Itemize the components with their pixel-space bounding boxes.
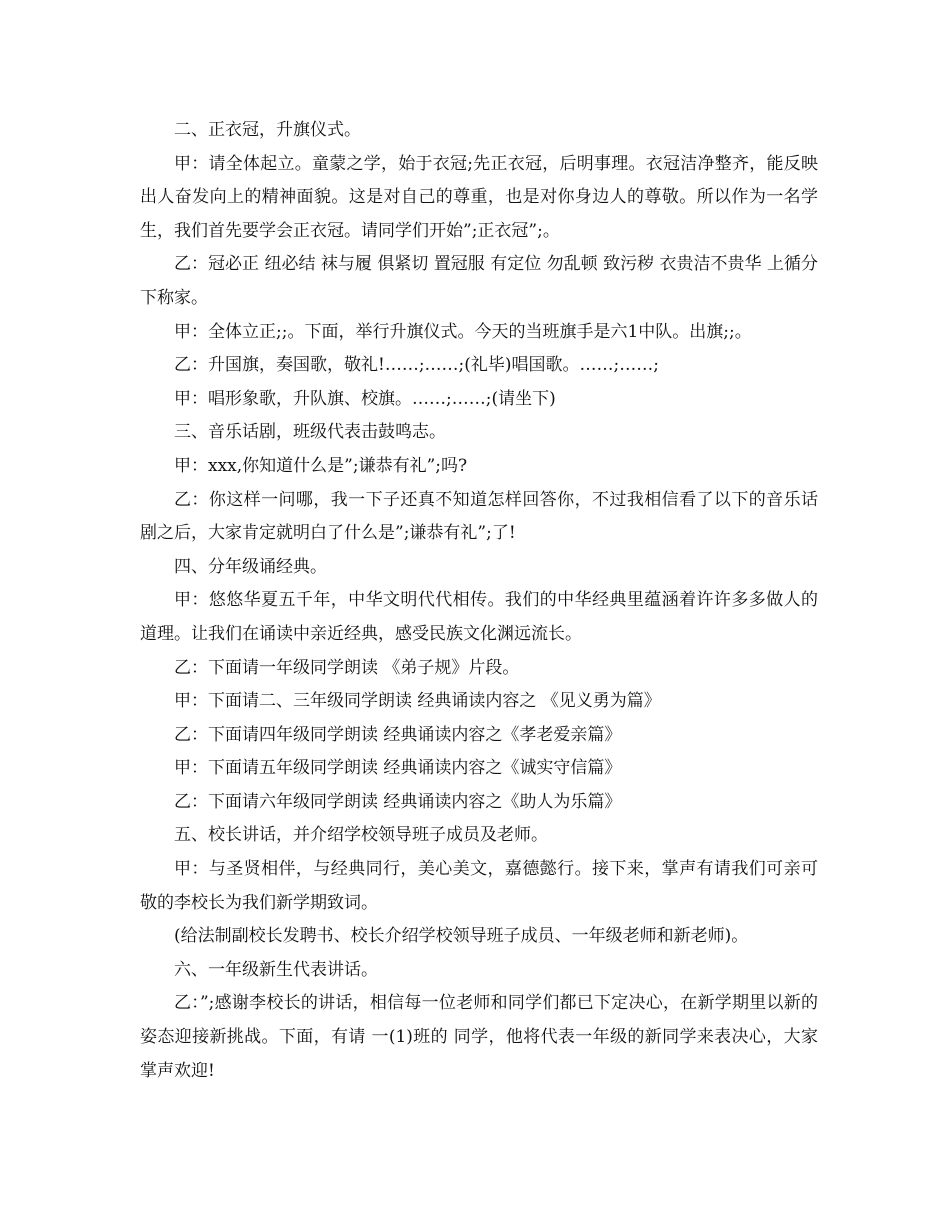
dialogue-paragraph: 甲：全体立正;;。下面，举行升旗仪式。今天的当班旗手是六1中队。出旗;;。 <box>174 321 752 342</box>
dialogue-paragraph: 乙：你这样一问哪，我一下子还真不知道怎样回答你，不过我相信看了以下的音乐话剧之后，大家肯定就明白了什么是”;谦恭有礼”;了! <box>140 489 818 544</box>
dialogue-paragraph: 乙：冠必正 纽必结 袜与履 俱紧切 置冠服 有定位 勿乱顿 致污秽 衣贵洁不贵华 上循分 下称家。 <box>140 254 818 308</box>
dialogue-paragraph: 甲：唱形象歌，升队旗、校旗。……;……;(请坐下) <box>174 388 556 409</box>
section-heading-4: 四、分年级诵经典。 <box>174 556 327 577</box>
dialogue-paragraph: 甲：xxx,你知道什么是”;谦恭有礼”;吗? <box>174 455 468 476</box>
dialogue-paragraph: 乙：下面请四年级同学朗读 经典诵读内容之《孝老爱亲篇》 <box>174 724 622 745</box>
section-heading-3: 三、音乐话剧，班级代表击鼓鸣志。 <box>174 422 446 443</box>
document-body <box>140 114 818 1088</box>
stage-direction: (给法制副校长发聘书、校长介绍学校领导班子成员、一年级老师和新老师)。 <box>174 926 749 947</box>
dialogue-paragraph: 乙：”;感谢李校长的讲话，相信每一位老师和同学们都已下定决心，在新学期里以新的姿态迎接新挑战。下面，有请 一(1)班的 同学，他将代表一年级的新同学来表决心，大家掌声欢迎! <box>140 993 818 1081</box>
dialogue-paragraph: 乙：升国旗，奏国歌，敬礼!……;……;(礼毕)唱国歌。……;……; <box>174 355 660 376</box>
dialogue-paragraph: 甲：与圣贤相伴，与经典同行，美心美文，嘉德懿行。接下来，掌声有请我们可亲可敬的李校长为我们新学期致词。 <box>140 859 818 913</box>
section-heading-6: 六、一年级新生代表讲话。 <box>174 959 378 980</box>
section-heading-2: 二、正衣冠，升旗仪式。 <box>174 120 361 140</box>
dialogue-paragraph: 甲：下面请五年级同学朗读 经典诵读内容之《诚实守信篇》 <box>174 758 622 779</box>
dialogue-paragraph: 甲：下面请二、三年级同学朗读 经典诵读内容之 《见义勇为篇》 <box>174 691 661 712</box>
dialogue-paragraph: 甲：请全体起立。童蒙之学，始于衣冠;先正衣冠，后明事理。衣冠洁净整齐，能反映出人奋发向上的精神面貌。这是对自己的尊重，也是对你身边人的尊敬。所以作为一名学生，我们首先要学会正衣冠。请同学们开始”;正衣冠”;。 <box>140 153 818 241</box>
dialogue-paragraph: 甲：悠悠华夏五千年，中华文明代代相传。我们的中华经典里蕴涵着许许多多做人的道理。让我们在诵读中亲近经典，感受民族文化渊远流长。 <box>140 590 818 644</box>
dialogue-paragraph: 乙：下面请一年级同学朗读 《弟子规》片段。 <box>174 657 520 678</box>
dialogue-paragraph: 乙：下面请六年级同学朗读 经典诵读内容之《助人为乐篇》 <box>174 791 622 812</box>
section-heading-5: 五、校长讲话，并介绍学校领导班子成员及老师。 <box>174 825 548 846</box>
